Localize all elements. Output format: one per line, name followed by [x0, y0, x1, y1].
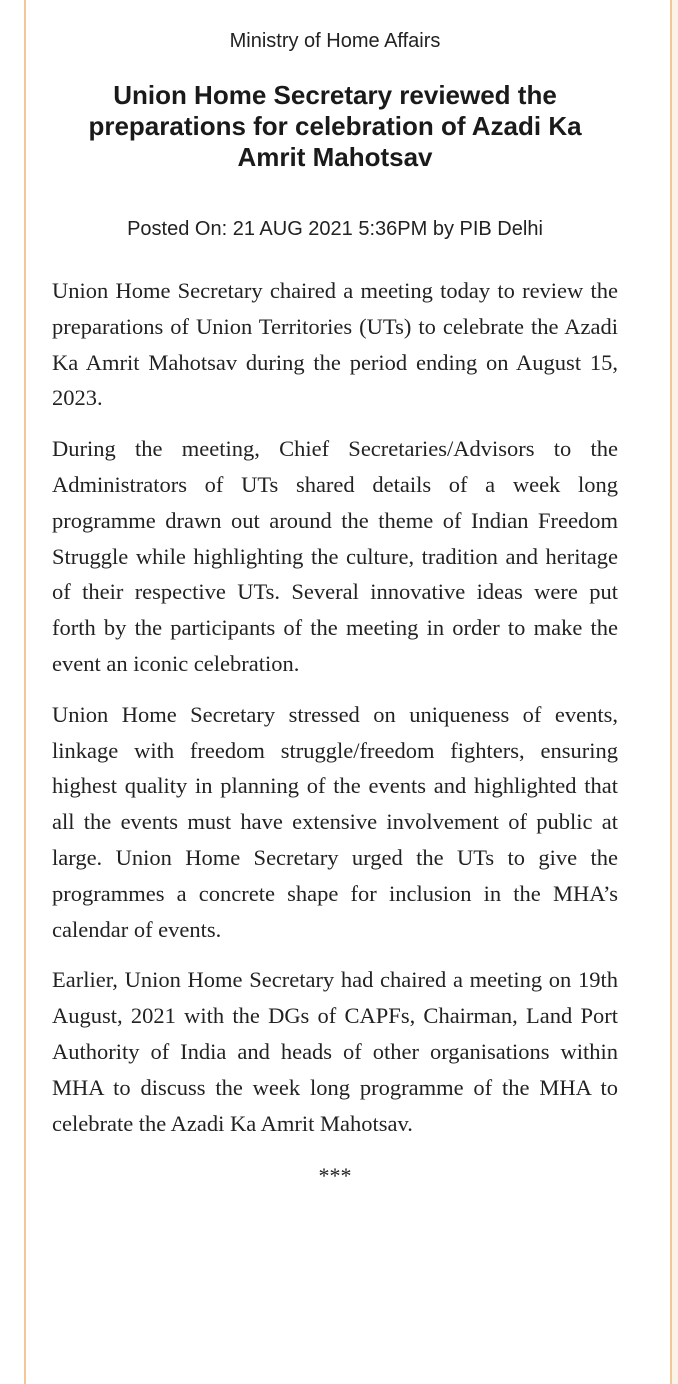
posted-on-line: Posted On: 21 AUG 2021 5:36PM by PIB Delhi — [127, 218, 543, 240]
end-mark: *** — [318, 1163, 352, 1189]
paragraph-4: Earlier, Union Home Secretary had chaired a meeting on 19th August, 2021 with the DGs of CAPFs, Chairman, Land Port Authority of India and heads of other organisations within MHA to discuss the week long programme of the MHA to celebrate the Azadi Ka Amrit Mahotsav. — [52, 967, 618, 1136]
left-border-line — [24, 0, 26, 1384]
paragraph-2: During the meeting, Chief Secretaries/Advisors to the Administrators of UTs shared details of a week long programme drawn out around the theme of Indian Freedom Struggle while highlighting the culture, tradition and heritage of their respective UTs. Several innovative ideas were put forth by the participants of the meeting in order to make the event an iconic celebration. — [52, 436, 618, 676]
right-edge — [672, 0, 678, 1384]
ministry-name: Ministry of Home Affairs — [229, 30, 441, 52]
article — [52, 0, 618, 1191]
paragraph-3: Union Home Secretary stressed on uniqueness of events, linkage with freedom struggle/freedom fighters, ensuring highest quality in planning of the events and highlighted that all the events must have extensive involvement of public at large. Union Home Secretary urged the UTs to give the programmes a concrete shape for inclusion in the MHA’s calendar of events. — [52, 701, 618, 942]
paragraph-1: Union Home Secretary chaired a meeting today to review the preparations of Union Territories (UTs) to celebrate the Azadi Ka Amrit Mahotsav during the period ending on August 15, 2023. — [52, 278, 618, 411]
page-title: Union Home Secretary reviewed the preparations for celebration of Azadi Ka Amrit Mahotsav — [88, 80, 582, 172]
